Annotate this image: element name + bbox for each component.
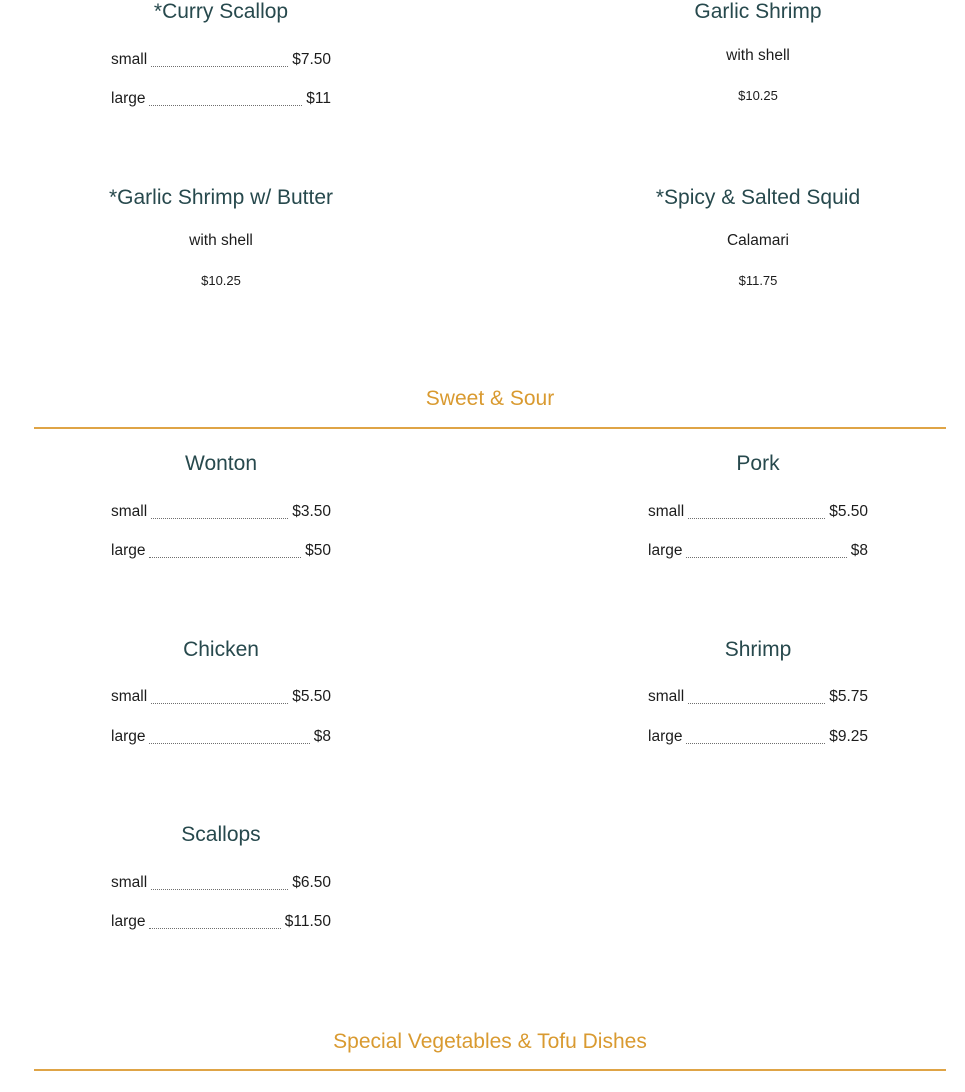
price-row (111, 89, 331, 109)
price-row (648, 541, 868, 561)
item-title: Scallops (181, 823, 261, 846)
price-value: $11.75 (738, 273, 778, 288)
price-value: $11 (306, 90, 331, 107)
item-description: with shell (726, 47, 790, 64)
size-label: large (111, 542, 146, 559)
dot-leader (686, 557, 846, 558)
dot-leader (688, 518, 825, 519)
size-label: large (111, 913, 146, 930)
price-value: $10.25 (201, 273, 241, 288)
price-row (111, 541, 331, 561)
section-heading-sweet-sour: Sweet & Sour (425, 387, 555, 410)
dot-leader (149, 105, 302, 106)
price-row (111, 50, 331, 70)
section-divider (34, 1069, 946, 1071)
section-divider (34, 427, 946, 429)
item-description: with shell (189, 232, 253, 249)
item-title: Pork (736, 452, 780, 475)
item-title: Chicken (183, 638, 259, 661)
price-row (648, 502, 868, 522)
item-title: *Spicy & Salted Squid (655, 186, 861, 209)
size-label: small (111, 688, 148, 705)
dot-leader (149, 743, 309, 744)
dot-leader (688, 703, 825, 704)
item-title: *Curry Scallop (153, 0, 289, 23)
price-row (111, 502, 331, 522)
section-heading-special-vegetables: Special Vegetables & Tofu Dishes (333, 1030, 647, 1053)
size-label: large (111, 728, 146, 745)
dot-leader (149, 928, 280, 929)
item-title: Shrimp (724, 638, 792, 661)
price-row (648, 687, 868, 707)
dot-leader (149, 557, 301, 558)
price-row (111, 687, 331, 707)
price-value: $5.75 (829, 688, 868, 705)
price-value: $7.50 (292, 51, 331, 68)
price-value: $5.50 (829, 503, 868, 520)
price-value: $10.25 (738, 88, 778, 103)
size-label: small (648, 688, 685, 705)
dot-leader (686, 743, 825, 744)
price-row (648, 727, 868, 747)
price-row (111, 912, 331, 932)
price-row (111, 727, 331, 747)
size-label: small (111, 503, 148, 520)
dot-leader (151, 889, 288, 890)
dot-leader (151, 518, 288, 519)
price-value: $8 (313, 728, 331, 745)
size-label: large (111, 90, 146, 107)
price-row (111, 873, 331, 893)
price-value: $5.50 (292, 688, 331, 705)
price-value: $6.50 (292, 874, 331, 891)
dot-leader (151, 66, 288, 67)
size-label: small (648, 503, 685, 520)
price-value: $3.50 (292, 503, 331, 520)
price-value: $9.25 (829, 728, 868, 745)
size-label: large (648, 542, 683, 559)
item-description: Calamari (726, 232, 789, 249)
size-label: small (111, 874, 148, 891)
item-title: Garlic Shrimp (694, 0, 822, 23)
price-value: $50 (305, 542, 331, 559)
size-label: large (648, 728, 683, 745)
item-title: Wonton (185, 452, 257, 475)
size-label: small (111, 51, 148, 68)
price-value: $11.50 (284, 913, 331, 930)
dot-leader (151, 703, 288, 704)
item-title: *Garlic Shrimp w/ Butter (108, 186, 334, 209)
price-value: $8 (850, 542, 868, 559)
